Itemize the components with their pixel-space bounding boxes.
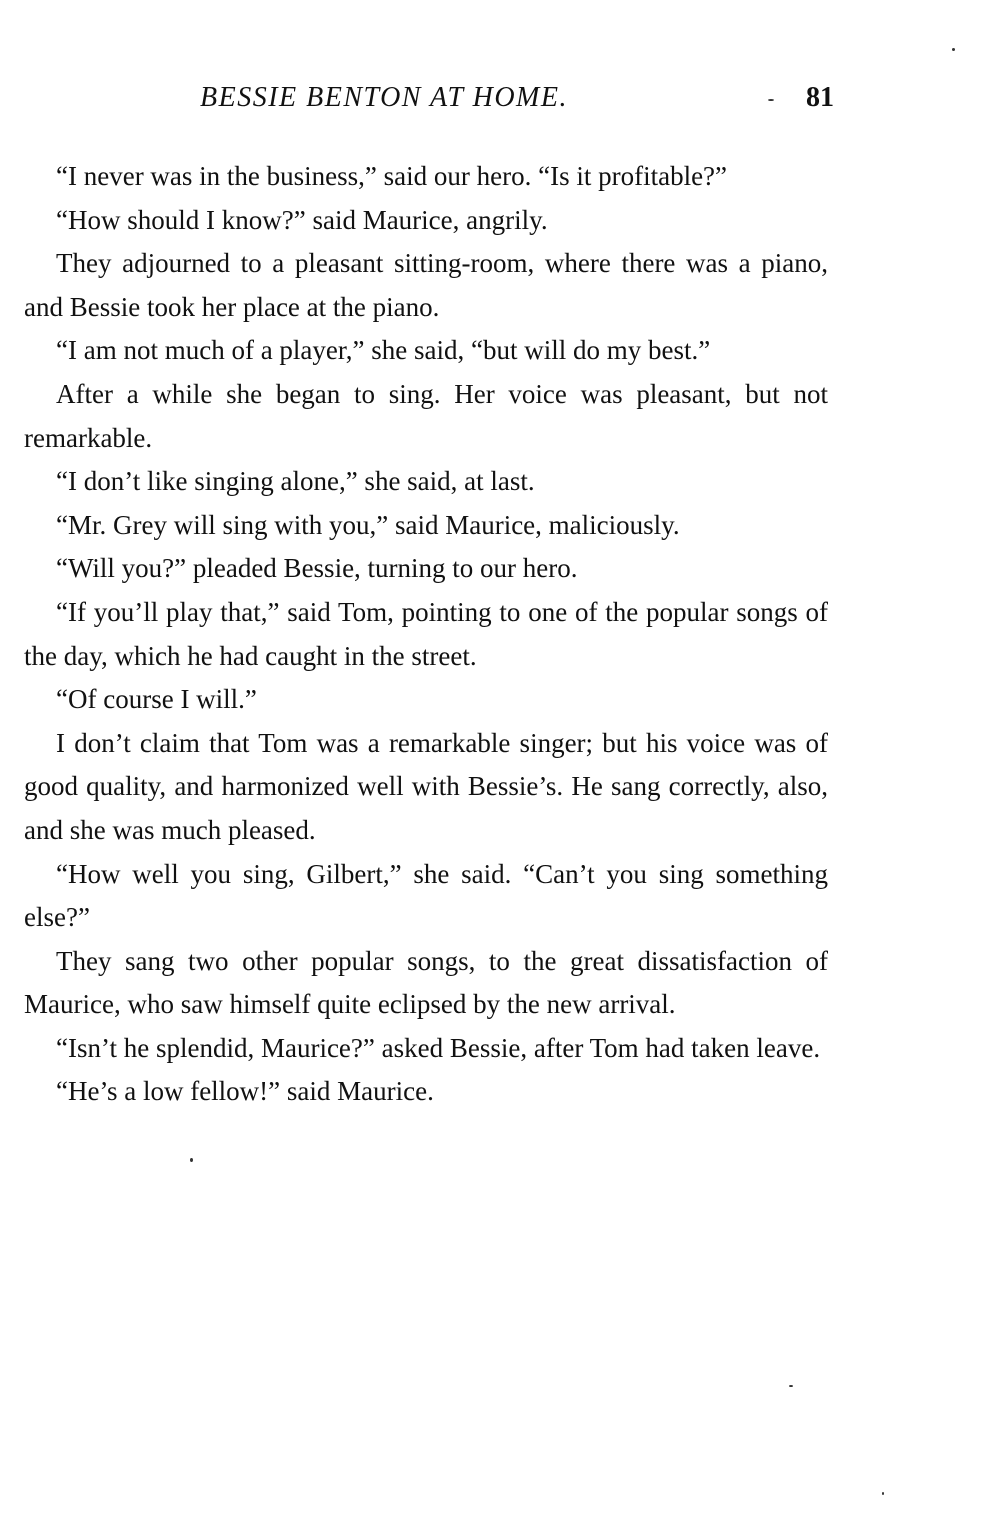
paragraph: “If you’ll play that,” said Tom, pointing to one of the popular songs of the day, which he had caught in the street. [24,596,828,671]
paragraph: “Mr. Grey will sing with you,” said Maurice, maliciously. [56,509,680,540]
paragraph: They adjourned to a pleasant sitting-room, where there was a piano, and Bessie took her place at the piano. [24,248,828,322]
scan-speck [190,1158,193,1162]
scan-speck [882,1492,884,1495]
paragraph: “I am not much of a player,” she said, “but will do my best.” [56,335,711,366]
paragraph: “How well you sing, Gilbert,” she said. “Can’t you sing something else?” [24,858,828,933]
paragraph: “I never was in the business,” said our hero. “Is it profitable?” [56,161,728,191]
scan-speck [952,48,955,51]
paragraph: “I don’t like singing alone,” she said, at last. [56,466,535,497]
scan-speck [789,1385,793,1387]
paragraph: I don’t claim that Tom was a remarkable singer; but his voice was of good quality, and harmonized well with Bessie’s. He sang correctly, also, and she was much pleased. [24,727,828,845]
scan-speck [768,99,774,101]
paragraph: They sang two other popular songs, to the great dissatisfaction of Maurice, who saw himself quite eclipsed by the new arrival. [24,945,828,1020]
body-text [24,155,828,1114]
page-number: 81 [806,82,834,113]
paragraph: “How should I know?” said Maurice, angrily. [56,204,548,235]
paragraph: After a while she began to sing. Her voice was pleasant, but not remarkable. [24,378,828,453]
paragraph: “Of course I will.” [56,684,257,715]
paragraph: “He’s a low fellow!” said Maurice. [56,1076,434,1107]
running-title: BESSIE BENTON AT HOME. [200,82,568,113]
running-head [24,82,834,122]
paragraph: “Isn’t he splendid, Maurice?” asked Bessie, after Tom had taken leave. [56,1032,821,1063]
paragraph: “Will you?” pleaded Bessie, turning to our hero. [56,553,578,584]
